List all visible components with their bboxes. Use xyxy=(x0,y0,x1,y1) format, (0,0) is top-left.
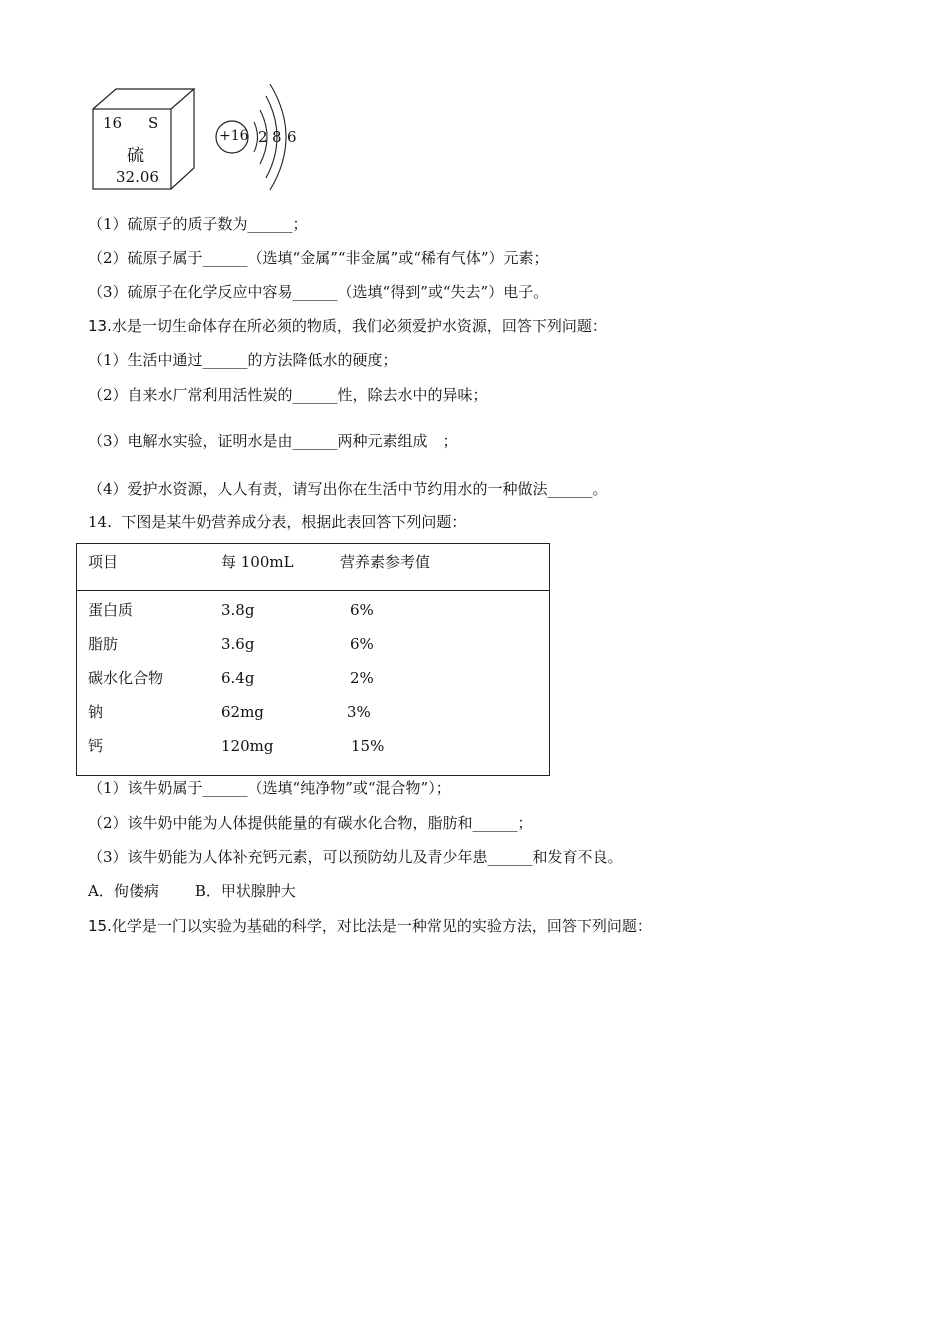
shell-2-electrons: 8 xyxy=(272,128,282,146)
q15-stem: 化学是一门以实验为基础的科学，对比法是一种常见的实验方法，回答下列问题： xyxy=(111,917,652,935)
nucleus-charge: +16 xyxy=(219,128,249,144)
shell-1-electrons: 2 xyxy=(258,128,268,146)
q14-stem: 下图是某牛奶营养成分表，根据此表回答下列问题： xyxy=(121,513,467,531)
option-a: A．佝偻病 xyxy=(88,882,159,900)
q14-stem-line xyxy=(88,512,466,532)
q13-sub2: （2）自来水厂常利用活性炭的______性，除去水中的异味； xyxy=(88,386,488,404)
q14-sub3: （3）该牛奶能为人体补充钙元素，可以预防幼儿及青少年患______和发育不良。 xyxy=(88,848,623,866)
table-row-calcium-amount: 120mg xyxy=(221,737,274,755)
q14-number: 14. xyxy=(88,513,112,531)
q13-sub3: （3）电解水实验，证明水是由______两种元素组成 ； xyxy=(88,432,458,450)
q15-number: 15. xyxy=(88,917,112,935)
table-row-calcium-name: 钙 xyxy=(88,737,104,755)
table-row-carb-ref: 2% xyxy=(350,669,374,687)
table-row-protein-name: 蛋白质 xyxy=(88,601,134,619)
table-row-sodium-ref: 3% xyxy=(347,703,371,721)
table-header-per-100ml: 每 100mL xyxy=(221,553,294,571)
element-name: 硫 xyxy=(127,146,144,166)
table-row-carb-amount: 6.4g xyxy=(221,669,255,687)
q13-stem-line xyxy=(88,316,607,336)
table-row-fat-amount: 3.6g xyxy=(221,635,255,653)
q12-sub2: （2）硫原子属于______（选填“金属”“非金属”或“稀有气体”）元素； xyxy=(88,249,549,267)
q14-sub1: （1）该牛奶属于______（选填“纯净物”或“混合物”）； xyxy=(88,779,451,797)
table-row-sodium-amount: 62mg xyxy=(221,703,264,721)
q15-stem-line xyxy=(88,916,652,936)
element-mass: 32.06 xyxy=(116,168,159,186)
table-row-calcium-ref: 15% xyxy=(351,737,385,755)
q13-number: 13. xyxy=(88,317,112,335)
q14-options xyxy=(88,881,296,901)
q14-sub2: （2）该牛奶中能为人体提供能量的有碳水化合物，脂肪和______； xyxy=(88,814,533,832)
q12-sub3: （3）硫原子在化学反应中容易______（选填“得到”或“失去”）电子。 xyxy=(88,283,549,301)
table-header-reference: 营养素参考值 xyxy=(340,553,431,571)
shell-3-electrons: 6 xyxy=(287,128,297,146)
table-row-protein-ref: 6% xyxy=(350,601,374,619)
element-atomic-number: 16 xyxy=(103,114,123,132)
element-symbol: S xyxy=(148,114,159,132)
option-b: B．甲状腺肿大 xyxy=(194,882,296,900)
q13-sub1: （1）生活中通过______的方法降低水的硬度； xyxy=(88,351,398,369)
table-header-item: 项目 xyxy=(88,553,119,571)
table-row-fat-ref: 6% xyxy=(350,635,374,653)
table-row-protein-amount: 3.8g xyxy=(221,601,255,619)
nutrition-table xyxy=(76,543,550,776)
table-row-carb-name: 碳水化合物 xyxy=(88,669,164,687)
table-header-divider xyxy=(77,590,549,591)
table-row-sodium-name: 钠 xyxy=(88,703,104,721)
q13-sub4: （4）爱护水资源，人人有责，请写出你在生活中节约用水的一种做法______。 xyxy=(88,480,608,498)
q13-stem: 水是一切生命体存在所必须的物质，我们必须爱护水资源，回答下列问题： xyxy=(111,317,607,335)
q12-sub1: （1）硫原子的质子数为______； xyxy=(88,215,308,233)
table-row-fat-name: 脂肪 xyxy=(88,635,119,653)
